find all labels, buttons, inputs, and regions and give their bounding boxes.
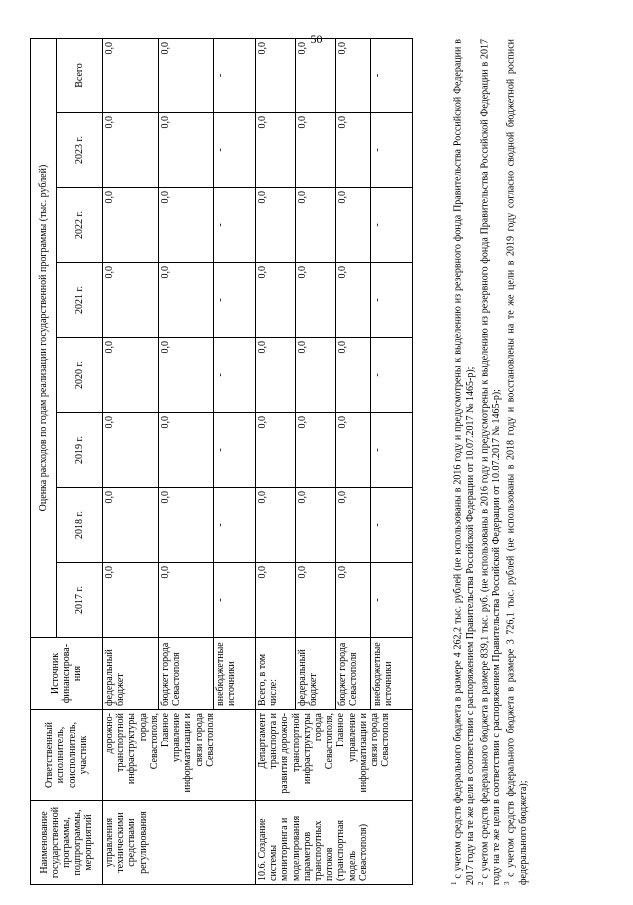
value-cell: - <box>371 563 413 638</box>
value-cell: - <box>371 338 413 413</box>
footnote-mark: 3 <box>503 881 512 885</box>
source-cell: внебюджетные источники <box>371 638 413 710</box>
value-cell: 0,0 <box>159 563 214 638</box>
value-cell: 0,0 <box>336 188 371 263</box>
header-year: 2022 г. <box>57 188 103 263</box>
footnotes <box>450 39 530 885</box>
rotated-page-content <box>30 35 590 885</box>
value-cell: 0,0 <box>336 488 371 563</box>
source-cell: Всего, в том числе: <box>256 638 296 710</box>
value-cell: 0,0 <box>296 188 336 263</box>
table-row <box>256 39 296 885</box>
footnote-text: с учетом средств федерального бюджета в размере 3 726,1 тыс. рублей (не использованы в 2018 году и восстановлены на те же цели в 2019 году согласно сводной бюджетной росписи федерального бюджета); <box>505 38 529 885</box>
value-cell: 0,0 <box>296 413 336 488</box>
header-year: 2020 г. <box>57 338 103 413</box>
value-cell: 0,0 <box>103 188 159 263</box>
value-cell: 0,0 <box>159 188 214 263</box>
value-cell: 0,0 <box>256 188 296 263</box>
value-cell: 0,0 <box>296 563 336 638</box>
value-cell: 0,0 <box>159 263 214 338</box>
value-cell: - <box>371 188 413 263</box>
footnote-mark: 2 <box>476 881 485 885</box>
value-cell: 0,0 <box>256 263 296 338</box>
value-cell: 0,0 <box>103 39 159 113</box>
activity-name-cell: 10.6. Создание системы мониторинга и моделирования параметров транспортных потоков (транспортная модель Севастополя) <box>256 801 413 885</box>
header-estimate-group: Оценка расходов по годам реализации государственной программы (тыс. рублей) <box>31 39 57 638</box>
header-responsible: Ответственный исполнитель, соисполнитель, участник <box>31 710 103 801</box>
value-cell: - <box>214 413 256 488</box>
value-cell: 0,0 <box>296 338 336 413</box>
value-cell: 0,0 <box>256 563 296 638</box>
value-cell: 0,0 <box>256 113 296 188</box>
header-year: 2018 г. <box>57 488 103 563</box>
value-cell: 0,0 <box>103 338 159 413</box>
value-cell: - <box>214 39 256 113</box>
header-year: 2021 г. <box>57 263 103 338</box>
value-cell: 0,0 <box>296 263 336 338</box>
value-cell: 0,0 <box>296 488 336 563</box>
value-cell: 0,0 <box>103 413 159 488</box>
responsible-cell: дорожно-транспортной инфраструктуры города Севастополя, Главное управление информатизации и связи города Севастополя <box>103 710 256 801</box>
footnote <box>450 39 477 885</box>
value-cell: 0,0 <box>256 338 296 413</box>
value-cell: 0,0 <box>159 338 214 413</box>
value-cell: - <box>214 338 256 413</box>
responsible-cell: Департамент транспорта и развития дорожно-транспортной инфраструктуры города Севастополя, Главное управление информатизации и связи города Севастополя <box>256 710 413 801</box>
value-cell: 0,0 <box>256 39 296 113</box>
header-total: Всего <box>57 39 103 113</box>
page-number: 50 <box>310 32 323 46</box>
table-row <box>103 39 159 885</box>
value-cell: 0,0 <box>336 113 371 188</box>
value-cell: 0,0 <box>256 488 296 563</box>
value-cell: 0,0 <box>336 563 371 638</box>
value-cell: 0,0 <box>296 113 336 188</box>
source-cell: федеральный бюджет <box>103 638 159 710</box>
value-cell: - <box>214 263 256 338</box>
value-cell: 0,0 <box>103 563 159 638</box>
footnote <box>503 39 530 885</box>
header-year: 2019 г. <box>57 413 103 488</box>
value-cell: - <box>371 39 413 113</box>
source-cell: бюджет города Севастополя <box>159 638 214 710</box>
footnote-mark: 1 <box>450 881 458 885</box>
footnote-text: с учетом средств федерального бюджета в размере 839,1 тыс. руб. (не использованы в 2016 году и предусмотрены к выделению из резервного фонда Правительства Российской Федерации в 2017 году на те же цели в соответствии с распоряжением Правительства Российской Федерации от 10.07.2017 № 1465-р); <box>479 38 503 885</box>
value-cell: 0,0 <box>336 39 371 113</box>
value-cell: - <box>371 488 413 563</box>
budget-table <box>30 38 413 885</box>
source-cell: федеральный бюджет <box>296 638 336 710</box>
value-cell: 0,0 <box>103 113 159 188</box>
value-cell: 0,0 <box>256 413 296 488</box>
source-cell: бюджет города Севастополя <box>336 638 371 710</box>
value-cell: - <box>214 563 256 638</box>
value-cell: 0,0 <box>336 338 371 413</box>
value-cell: 0,0 <box>159 39 214 113</box>
value-cell: - <box>371 263 413 338</box>
value-cell: 0,0 <box>159 488 214 563</box>
value-cell: - <box>371 113 413 188</box>
value-cell: 0,0 <box>159 413 214 488</box>
activity-name-cell: управления техническими средствами регулирования <box>103 801 256 885</box>
value-cell: - <box>214 188 256 263</box>
header-source: Источник финансирова-ния <box>31 638 103 710</box>
footnote <box>477 39 504 885</box>
value-cell: 0,0 <box>336 413 371 488</box>
value-cell: - <box>214 113 256 188</box>
source-cell: внебюджетные источники <box>214 638 256 710</box>
value-cell: 0,0 <box>336 263 371 338</box>
value-cell: 0,0 <box>159 113 214 188</box>
header-name: Наименование государственной программы, подпрограммы, мероприятий <box>31 801 103 885</box>
value-cell: - <box>214 488 256 563</box>
value-cell: 0,0 <box>103 263 159 338</box>
footnote-text: с учетом средств федерального бюджета в размере 4 262,2 тыс. рублей (не использованы в 2016 году и предусмотрены к выделению из резервного фонда Правительства Российской Федерации в 2017 году на те же цели в соответствии с распоряжением Правительства Российской Федерации от 10.07.2017 № 1465-р); <box>452 38 476 885</box>
value-cell: 0,0 <box>103 488 159 563</box>
header-year: 2023 г. <box>57 113 103 188</box>
value-cell: 0,0 <box>296 39 336 113</box>
value-cell: - <box>371 413 413 488</box>
header-year: 2017 г. <box>57 563 103 638</box>
